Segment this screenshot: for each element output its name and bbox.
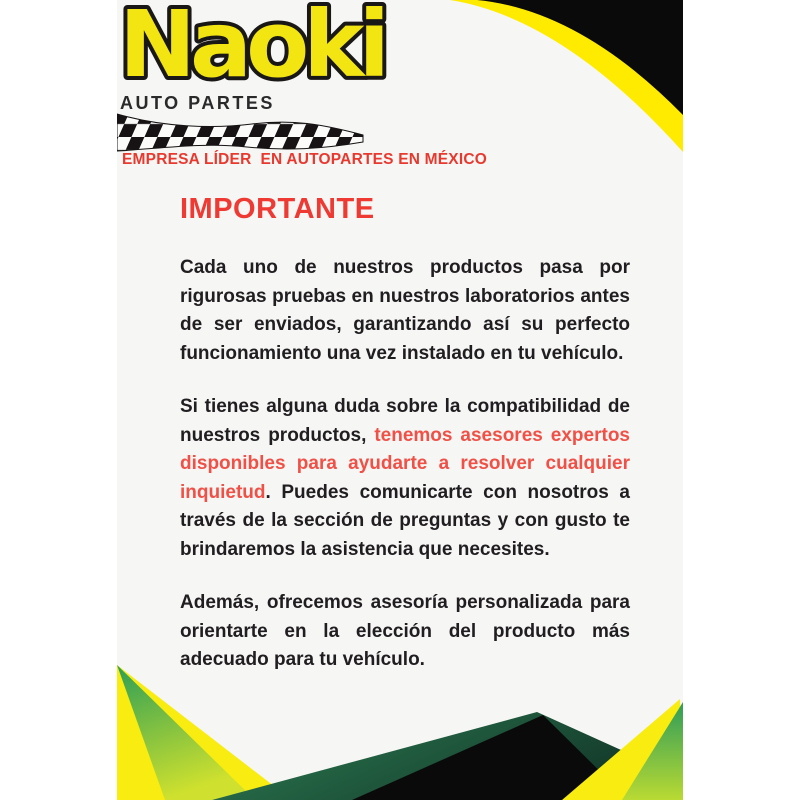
notice-section — [180, 193, 630, 675]
brand-tagline: EMPRESA LÍDER EN AUTOPARTES EN MÉXICO — [122, 151, 488, 168]
curved-corner-ribbon — [443, 0, 683, 170]
notice-paragraph-2 — [180, 393, 630, 564]
notice-heading: IMPORTANTE — [180, 193, 375, 225]
bottom-triangle-banner — [117, 660, 683, 800]
notice-paragraph-1: Cada uno de nuestros productos pasa por rigurosas pruebas en nuestros laboratorios antes de ser enviados, garantizando así su perfecto funcionamiento una vez instalado en tu vehículo. — [180, 257, 630, 364]
brand-subtitle: AUTO PARTES — [120, 93, 275, 113]
notice-paragraph-3: Además, ofrecemos asesoría personalizada para orientarte en la elección del producto más adecuado para tu vehículo. — [180, 592, 630, 670]
brand-logo — [117, 0, 397, 96]
brand-logo-text: Naoki — [119, 0, 385, 96]
checkered-flag-icon — [117, 111, 365, 155]
paragraph-2-black-lead: Si tienes alguna duda sobre la compatibilidad de nuestros productos, — [180, 396, 630, 446]
poster — [117, 0, 683, 800]
paragraph-2-red-highlight: tenemos asesores expertos disponibles para ayudarte a resolver cualquier inquietud — [180, 424, 630, 503]
paragraph-2-black-tail: . Puedes comunicarte con nosotros a través de la sección de preguntas y con gusto te brindaremos la asistencia que necesites. — [180, 481, 630, 560]
